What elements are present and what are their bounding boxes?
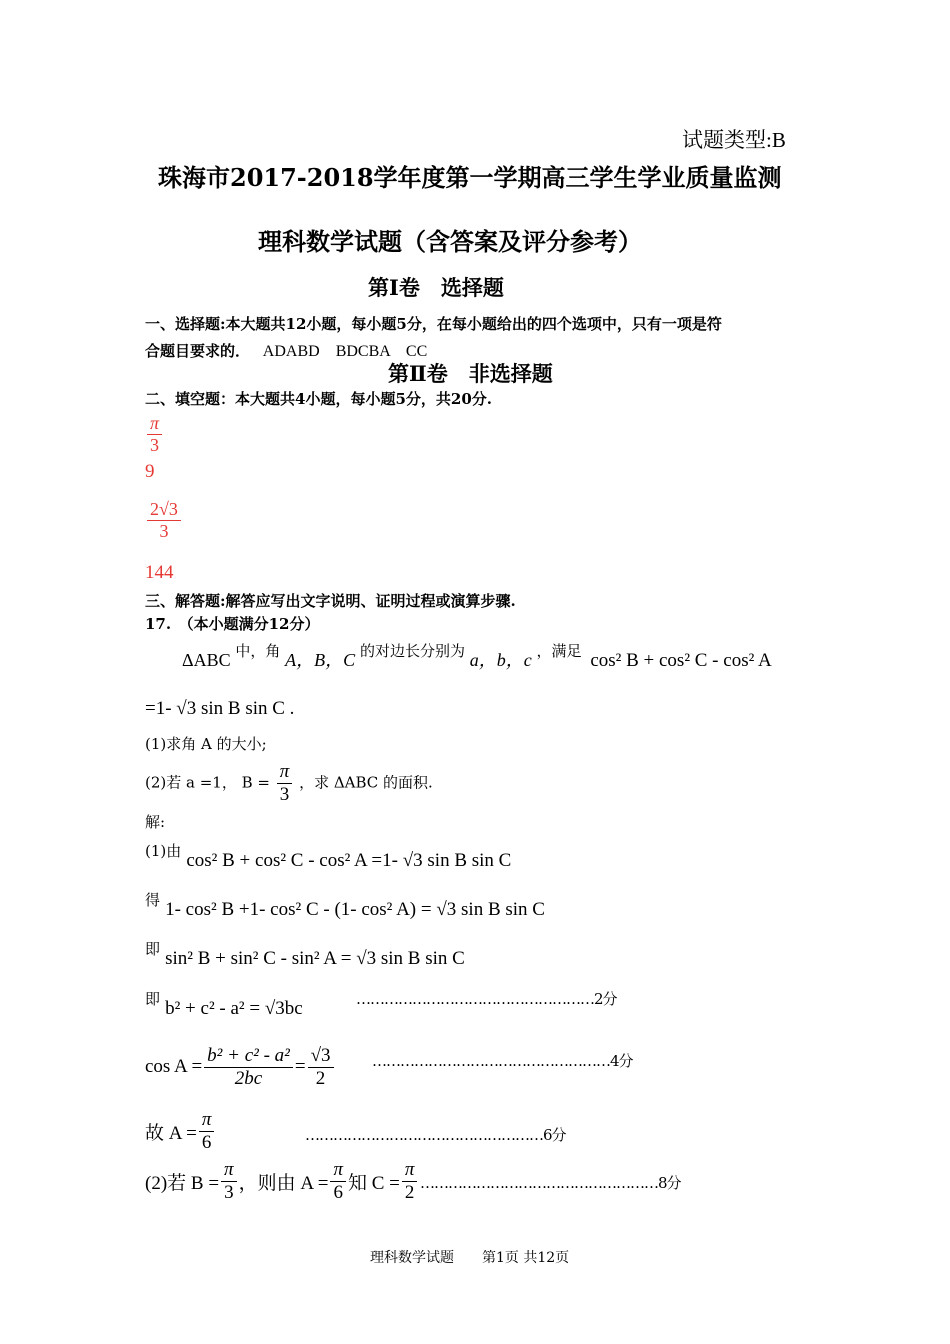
stem-text-3: ，满足 [536,642,582,660]
part2-frac-den: 3 [279,783,290,805]
step-5-score: ……………………………………………4分 [372,1052,633,1070]
step-7-num-3: π [402,1160,418,1182]
step-2-prefix: 得 [145,891,161,909]
step-2 [145,889,545,920]
step-4-prefix: 即 [145,990,161,1008]
step-7-text-a: (2)若 B = [145,1172,220,1194]
stem-angles: A，B，C [285,650,356,670]
stem-formula: cos² B + cos² C - cos² A [590,650,772,671]
part2-text-b: ，求 ΔABC 的面积. [299,773,433,792]
step-7-num-1: π [221,1160,237,1182]
step-5 [145,1046,336,1089]
step-6-lhs: 故 A = [145,1122,197,1144]
stem-text-2: 的对边长分别为 [359,642,465,660]
step-6-num: π [199,1110,215,1132]
step-5-den: 2bc [234,1067,263,1089]
step-7 [145,1160,419,1203]
step-4-formula: b² + c² - a² = √3bc [165,998,303,1019]
q17-stem [182,642,772,672]
answer-15-num: 2√3 [147,500,181,521]
answer-16: 144 [145,562,174,583]
part1-heading: 第Ⅰ卷 选择题 [368,275,504,300]
step-1-prefix: (1)由 [145,842,182,860]
page-footer: 理科数学试题 第1页 共12页 [370,1250,570,1266]
step-1-formula: cos² B + cos² C - cos² A =1- √3 sin B sin C [186,850,512,871]
document-subtitle: 理科数学试题（含答案及评分参考） [258,227,642,256]
answer-13-den: 3 [150,434,160,455]
choice-intro-line2: 合题目要求的． [145,342,251,360]
step-7-den-2: 6 [333,1181,343,1203]
step-6-score: ……………………………………………6分 [305,1126,566,1144]
step-4-score: ……………………………………………2分 [356,990,617,1008]
step-7-num-2: π [330,1160,346,1182]
q17-label: 17. （本小题满分12分） [145,615,320,633]
answer-13 [147,414,162,455]
step-6-den: 6 [201,1131,212,1153]
step-1 [145,840,512,871]
step-7-text-c: 知 C = [348,1172,400,1194]
part2-heading: 第Ⅱ卷 非选择题 [388,361,553,386]
stem-sides: a，b，c [469,650,532,670]
choice-answers: ADABD BDCBA CC [262,343,428,360]
q17-part2 [145,762,433,805]
stem-triangle: ΔABC [182,650,231,670]
document-title: 珠海市2017-2018学年度第一学期高三学生学业质量监测 [158,163,782,192]
q17-stem-line2: =1- √3 sin B sin C . [145,698,295,719]
choice-intro-cont [145,338,427,361]
step-7-text-b: ，则由 A = [238,1172,329,1194]
step-3-prefix: 即 [145,940,161,958]
step-4 [145,988,303,1019]
step-5-num: b² + c² - a² [204,1046,293,1068]
step-7-den-1: 3 [224,1181,234,1203]
step-2-formula: 1- cos² B +1- cos² C - (1- cos² A) = √3 sin B sin C [165,899,545,920]
q17-part1: (1)求角 A 的大小; [145,735,267,753]
answer-15 [147,500,181,541]
answer-13-num: π [147,414,162,435]
solve-intro: 三、解答题:解答应写出文字说明、证明过程或演算步骤. [145,592,516,610]
step-7-den-3: 2 [404,1181,415,1203]
answer-15-den: 3 [159,520,169,541]
solution-label: 解: [145,813,166,831]
step-5-den2: 2 [315,1067,326,1089]
part2-frac-num: π [277,762,293,784]
exam-type-label: 试题类型:B [682,128,786,152]
step-6 [145,1110,216,1153]
step-5-num2: √3 [308,1046,334,1068]
fill-intro: 二、填空题：本大题共4小题，每小题5分，共20分. [145,390,492,408]
step-3 [145,938,465,969]
part2-text-a: (2)若 a =1， B = [145,773,270,792]
stem-text-1: 中，角 [235,642,281,660]
step-7-score: ……………………………………………8分 [420,1174,681,1192]
step-3-formula: sin² B + sin² C - sin² A = √3 sin B sin C [165,948,465,969]
choice-intro: 一、选择题:本大题共12小题，每小题5分，在每小题给出的四个选项中，只有一项是符 [145,315,722,333]
answer-14: 9 [145,461,155,482]
step-5-eq: = [294,1056,306,1078]
step-5-lhs: cos A = [145,1056,203,1078]
